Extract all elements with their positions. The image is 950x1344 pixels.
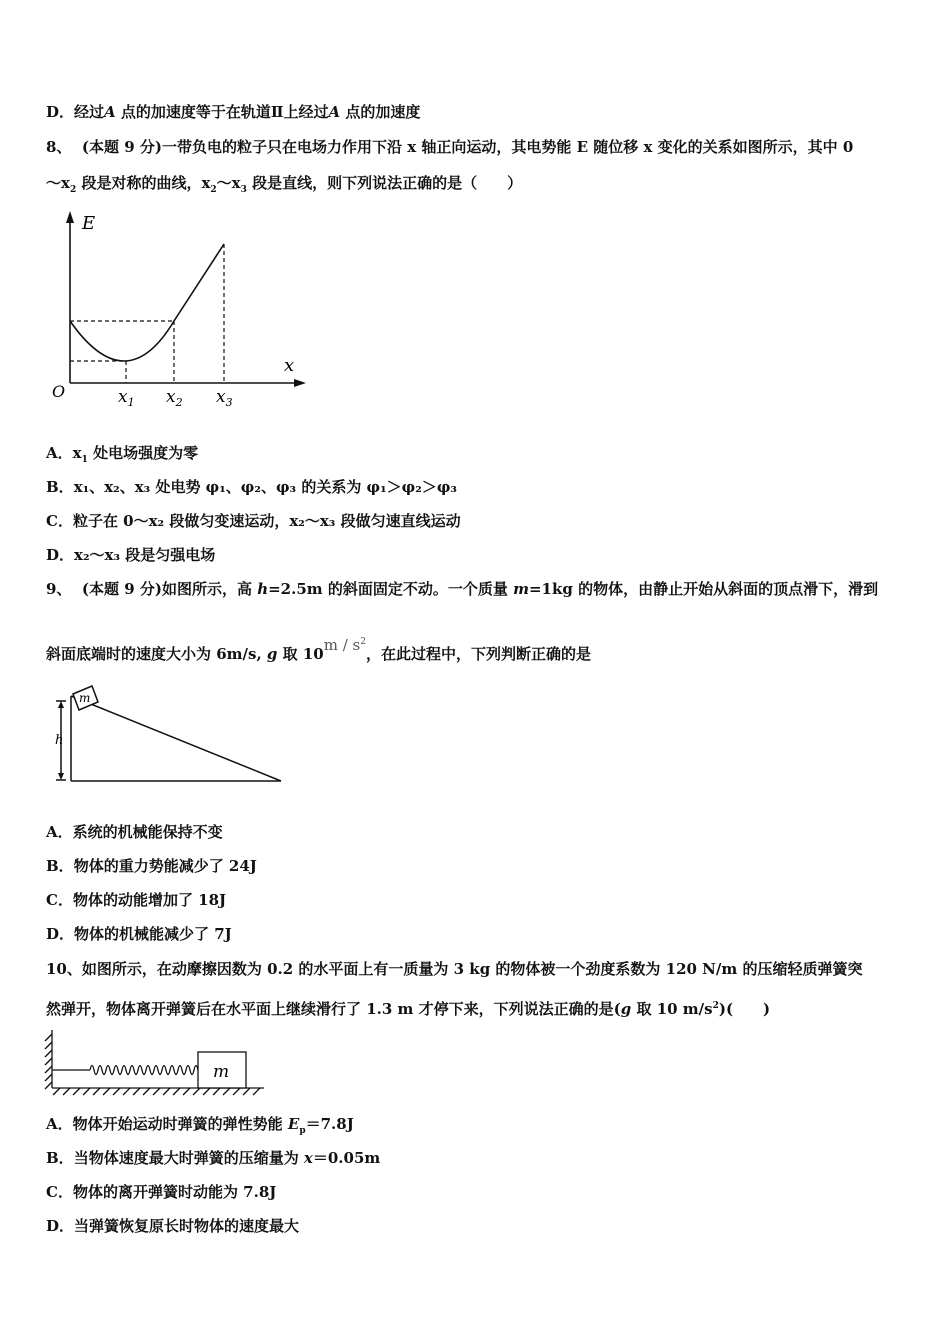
height-label: h [55,733,64,748]
q7-option-d: D．经过A 点的加速度等于在轨道Ⅱ上经过A 点的加速度 [46,103,421,121]
wall-hatching [45,1034,52,1089]
q9-option-c: C．物体的动能增加了 18J [46,891,227,909]
q9-option-b: B．物体的重力势能减少了 24J [46,857,257,875]
q10-option-c: C．物体的离开弹簧时动能为 7.8J [46,1183,277,1201]
q8-option-b: B．x₁、x₂、x₃ 处电势 φ₁、φ₂、φ₃ 的关系为 φ₁＞φ₂＞φ₃ [46,478,457,496]
question-number: 9、 [46,580,72,598]
x-axis-arrow-icon [294,379,306,387]
option-label: D． [46,103,75,121]
q8-option-c: C．粒子在 0～x₂ 段做匀变速运动，x₂～x₃ 段做匀速直线运动 [46,512,461,530]
block-label: m [79,691,91,705]
height-arrow-down-icon [58,773,64,780]
energy-curve [70,244,224,361]
question-number: 8、 [46,138,72,156]
height-arrow-up-icon [58,701,64,708]
q10-option-d: D．当弹簧恢复原长时物体的速度最大 [46,1217,300,1235]
q8-option-d: D．x₂～x₃ 段是匀强电场 [46,546,216,564]
origin-label: O [52,382,66,401]
q9-option-a: A．系统的机械能保持不变 [46,823,223,841]
q8-energy-graph [40,205,320,415]
q8-stem-line1: 8、 (本题 9 分)一带负电的粒子只在电场力作用下沿 x 轴正向运动，其电势能 E 随位移 x 变化的关系如图所示，其中 0 [46,138,854,156]
q10-stem-line1: 10、如图所示，在动摩擦因数为 0.2 的水平面上有一质量为 3 kg 的物体被一个劲度系数为 120 N/m 的压缩轻质弹簧突 [46,960,863,978]
ground-hatching [53,1088,260,1095]
tick-x1: $x_1$ [118,387,135,409]
q9-stem-line2: 斜面底端时的速度大小为 6m/s, g 取 $10m / s^2$，在此过程中，下列判断正确的是 [46,636,591,663]
incline-slope [71,696,281,781]
q9-stem-line1: 9、 (本题 9 分)如图所示，高 h=2.5m 的斜面固定不动。一个质量 m=1kg 的物体，由静止开始从斜面的顶点滑下，滑到 [46,580,879,598]
question-number: 10、 [46,960,82,978]
x-axis-label: x [284,355,295,376]
unit-formula: m / $s^2$ [323,636,366,654]
q10-option-a: A．物体开始运动时弹簧的弹性势能 $E_p=7.8J$ [46,1115,354,1136]
tick-x2: $x_2$ [166,387,183,409]
q8-stem-line2: $\sim x_2$ 段是对称的曲线，$x_2\sim x_3$ 段是直线，则下列说法正确的是（ ） [46,174,523,195]
q10-spring-diagram [40,1026,280,1096]
q8-option-a: A．$x_1$ 处电场强度为零 [46,444,199,465]
y-axis-label: E [82,213,96,234]
tick-x3: $x_3$ [216,387,233,409]
q9-incline-diagram [44,684,294,786]
q10-stem-line2: 然弹开，物体离开弹簧后在水平面上继续滑行了 1.3 m 才停下来，下列说法正确的是(g 取 10 $m/s^2$)( ) [46,1000,771,1018]
q9-option-d: D．物体的机械能减少了 7J [46,925,232,943]
block-label: m [213,1062,230,1082]
q10-option-b: B．当物体速度最大时弹簧的压缩量为 x＝0.05m [46,1149,381,1167]
y-axis-arrow-icon [66,211,74,223]
